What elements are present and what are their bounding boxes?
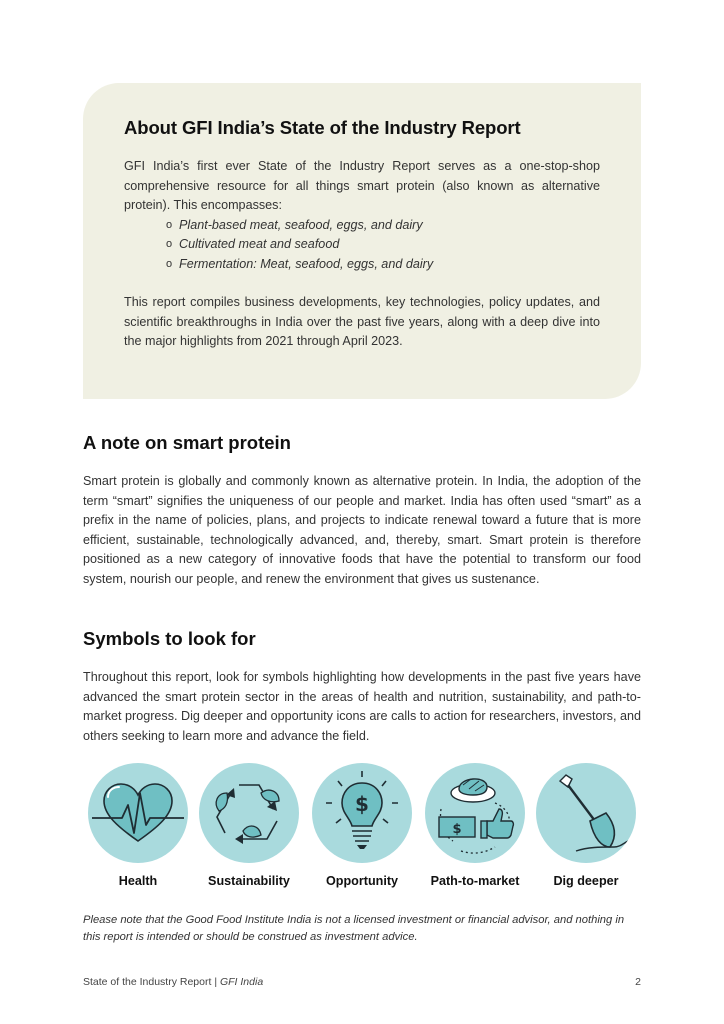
heart-pulse-icon xyxy=(88,763,188,863)
dollar-sign: $ xyxy=(355,792,369,816)
page-number: 2 xyxy=(635,976,641,988)
footer-org: GFI India xyxy=(219,976,264,988)
list-item: o Cultivated meat and seafood xyxy=(166,235,600,255)
dollar-sign: $ xyxy=(452,822,462,837)
about-title: About GFI India’s State of the Industry Report xyxy=(124,117,521,138)
shovel-icon xyxy=(536,763,636,863)
icon-label: Dig deeper xyxy=(553,874,619,888)
bullet-marker: o xyxy=(166,238,173,250)
footer-report-title: State of the Industry Report xyxy=(83,976,212,988)
protein-category-list xyxy=(124,216,600,275)
food-money-thumbsup-icon xyxy=(425,763,525,863)
smart-protein-heading: A note on smart protein xyxy=(83,432,291,453)
about-report-box xyxy=(83,83,641,399)
symbol-path-to-market xyxy=(420,763,530,888)
symbol-dig-deeper xyxy=(531,763,641,888)
symbol-opportunity xyxy=(307,763,417,888)
page-footer xyxy=(83,976,641,988)
icon-label: Path-to-market xyxy=(430,874,520,888)
symbols-body: Throughout this report, look for symbols highlighting how developments in the past five years have advanced the smart protein sector in the areas of health and nutrition, sustainability, and path-to-market progress. Dig deeper and opportunity icons are calls to action for researchers, investors, and others seeking to learn more and advance the field. xyxy=(83,670,641,743)
lightbulb-dollar-icon xyxy=(312,763,412,863)
list-item: o Plant-based meat, seafood, eggs, and dairy xyxy=(166,216,600,236)
symbol-sustainability xyxy=(194,763,304,888)
icon-label: Opportunity xyxy=(325,874,399,888)
footer-separator: | xyxy=(211,976,220,988)
symbol-health xyxy=(83,763,193,888)
symbols-heading: Symbols to look for xyxy=(83,628,256,649)
about-body: This report compiles business developments, key technologies, policy updates, and scientific breakthroughs in India over the past five years, along with a deep dive into the major highlights from 2021 through April 2023. xyxy=(124,295,600,348)
icon-label: Sustainability xyxy=(208,874,290,888)
smart-protein-section xyxy=(83,432,641,589)
disclaimer: Please note that the Good Food Institute India is not a licensed investment or financial advisor, and nothing in this report is intended or should be construed as investment advice. xyxy=(83,914,625,943)
recycle-leaves-icon xyxy=(199,763,299,863)
symbols-icon-row xyxy=(83,763,641,893)
smart-protein-body: Smart protein is globally and commonly known as alternative protein. In India, the adoption of the term “smart” signifies the uniqueness of our people and market. India has often used “smart” as a prefix in the name of policies, plans, and projects to indicate renewal toward a future that is more efficient, sustainable, technologically advanced, and, thereby, smart. Smart protein is therefore positioned as a new category of innovative foods that have the potential to transform our food system, nourish our people, and renew the environment that gives us sustenance. xyxy=(83,474,641,586)
symbols-section xyxy=(83,628,641,746)
bullet-marker: o xyxy=(166,218,173,231)
bullet-marker: o xyxy=(166,257,173,270)
list-item: o Fermentation: Meat, seafood, eggs, and dairy xyxy=(166,255,600,275)
icon-label: Health xyxy=(118,874,158,888)
about-intro: GFI India’s first ever State of the Industry Report serves as a one-stop-shop comprehensive resource for all things smart protein (also known as alternative protein). This encompasses: xyxy=(124,159,600,212)
